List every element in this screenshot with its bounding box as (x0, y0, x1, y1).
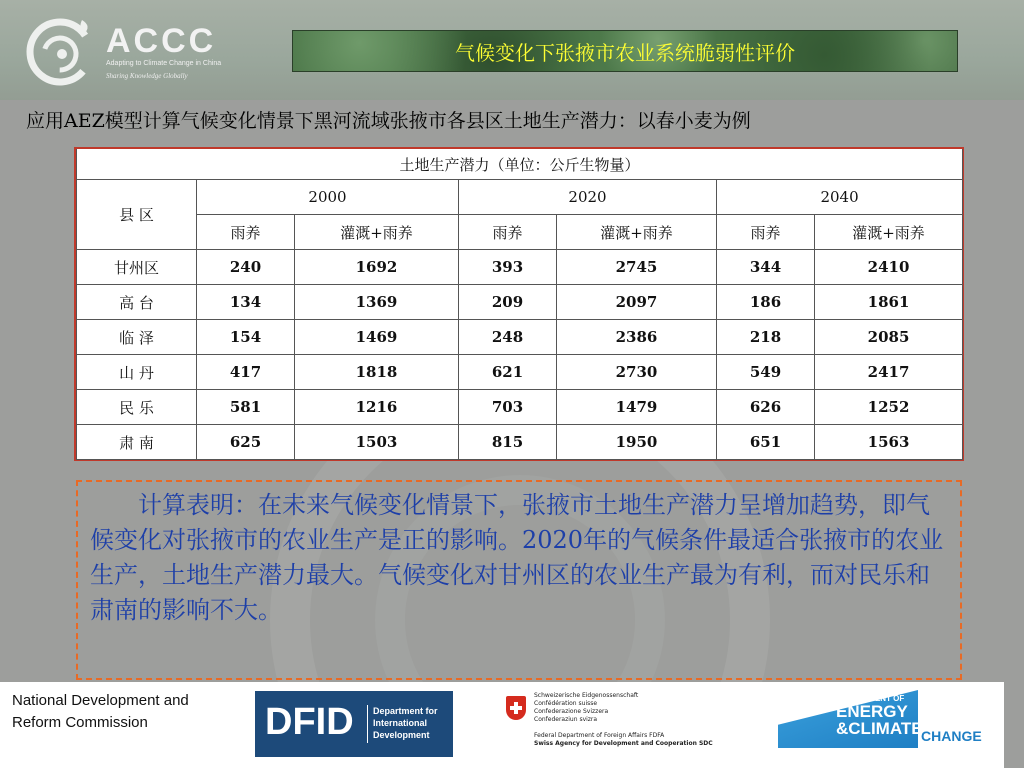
value-cell: 2730 (557, 355, 717, 390)
value-cell: 393 (459, 250, 557, 285)
value-cell: 1216 (295, 390, 459, 425)
value-cell: 240 (197, 250, 295, 285)
ndrc-logo (12, 690, 189, 734)
value-cell: 417 (197, 355, 295, 390)
county-header: 县 区 (77, 180, 197, 250)
dfid-line: Department for (373, 706, 438, 716)
value-cell: 209 (459, 285, 557, 320)
logo-text: ACCC (106, 22, 217, 60)
decc-line: ENERGY (836, 702, 908, 721)
table-caption: 土地生产潜力（单位：公斤生物量） (77, 149, 963, 180)
value-cell: 815 (459, 425, 557, 460)
value-cell: 1252 (815, 390, 963, 425)
value-cell: 218 (717, 320, 815, 355)
swiss-line: Confédération suisse (534, 700, 598, 707)
value-cell: 621 (459, 355, 557, 390)
dfid-short: DFID (265, 701, 354, 743)
title-banner (292, 30, 958, 72)
summary-text: 计算表明：在未来气候变化情景下，张掖市土地生产潜力呈增加趋势，即气候变化对张掖市的农业生产是正的影响。2020年的气候条件最适合张掖市的农业生产，土地生产潜力最大。气候变化对甘州区的农业生产最为有利，而对民乐和肃南的影响不大。 (90, 491, 944, 624)
county-cell: 甘州区 (77, 250, 197, 285)
value-cell: 1469 (295, 320, 459, 355)
value-cell: 2085 (815, 320, 963, 355)
value-cell: 248 (459, 320, 557, 355)
value-cell: 2386 (557, 320, 717, 355)
value-cell: 134 (197, 285, 295, 320)
table-row (77, 250, 963, 285)
county-cell: 肃 南 (77, 425, 197, 460)
productivity-table (76, 149, 963, 460)
data-table (74, 147, 964, 461)
year-header: 2040 (717, 180, 963, 215)
logo-subtitle: Adapting to Climate Change in China (106, 60, 222, 67)
swiss-line: Confederaziun svizra (534, 716, 598, 723)
swiss-sdc-logo (506, 690, 756, 760)
value-cell: 1563 (815, 425, 963, 460)
value-cell: 1950 (557, 425, 717, 460)
sub-header-irrigated: 灌溉+雨养 (557, 215, 717, 250)
table-row (77, 355, 963, 390)
decc-logo (778, 690, 998, 758)
value-cell: 186 (717, 285, 815, 320)
value-cell: 1861 (815, 285, 963, 320)
dfid-line: Development (373, 730, 430, 740)
dfid-name (373, 705, 438, 741)
value-cell: 1503 (295, 425, 459, 460)
value-cell: 2745 (557, 250, 717, 285)
summary-box (76, 480, 962, 680)
county-cell: 临 泽 (77, 320, 197, 355)
decc-change: CHANGE (921, 728, 982, 744)
swiss-flag-icon (506, 696, 526, 720)
sub-header-rainfed: 雨养 (197, 215, 295, 250)
value-cell: 549 (717, 355, 815, 390)
value-cell: 2097 (557, 285, 717, 320)
decc-text (836, 694, 923, 737)
dfid-line: International (373, 718, 428, 728)
footer-logos (0, 682, 1004, 768)
swiss-line: Schweizerische Eidgenossenschaft (534, 692, 639, 699)
value-cell: 1818 (295, 355, 459, 390)
slide-subtitle: 应用AEZ模型计算气候变化情景下黑河流域张掖市各县区土地生产潜力：以春小麦为例 (26, 110, 751, 132)
value-cell: 581 (197, 390, 295, 425)
dfid-logo (255, 691, 453, 757)
value-cell: 2410 (815, 250, 963, 285)
value-cell: 1692 (295, 250, 459, 285)
table-row (77, 285, 963, 320)
accc-swirl-icon (22, 12, 98, 88)
swiss-line: Federal Department of Foreign Affairs FDFA (534, 732, 665, 739)
county-cell: 高 台 (77, 285, 197, 320)
county-cell: 山 丹 (77, 355, 197, 390)
value-cell: 625 (197, 425, 295, 460)
decc-line: DEPARTMENT OF (836, 694, 905, 703)
table-row (77, 425, 963, 460)
value-cell: 703 (459, 390, 557, 425)
value-cell: 154 (197, 320, 295, 355)
value-cell: 1369 (295, 285, 459, 320)
ndrc-line: Reform Commission (12, 714, 148, 731)
sub-header-rainfed: 雨养 (717, 215, 815, 250)
value-cell: 344 (717, 250, 815, 285)
swiss-text (534, 692, 713, 748)
table-row (77, 320, 963, 355)
year-header: 2020 (459, 180, 717, 215)
page-title: 气候变化下张掖市农业系统脆弱性评价 (455, 40, 795, 65)
value-cell: 1479 (557, 390, 717, 425)
swiss-line: Swiss Agency for Development and Cooperation SDC (534, 740, 713, 747)
county-cell: 民 乐 (77, 390, 197, 425)
accc-logo (22, 12, 232, 88)
dfid-divider (367, 705, 368, 743)
year-header: 2000 (197, 180, 459, 215)
value-cell: 626 (717, 390, 815, 425)
sub-header-irrigated: 灌溉+雨养 (815, 215, 963, 250)
value-cell: 2417 (815, 355, 963, 390)
swiss-line: Confederazione Svizzera (534, 708, 609, 715)
table-row (77, 390, 963, 425)
ndrc-line: National Development and (12, 692, 189, 709)
decc-line: &CLIMATE (836, 719, 923, 738)
logo-motto: Sharing Knowledge Globally (106, 72, 188, 80)
value-cell: 651 (717, 425, 815, 460)
sub-header-irrigated: 灌溉+雨养 (295, 215, 459, 250)
sub-header-rainfed: 雨养 (459, 215, 557, 250)
